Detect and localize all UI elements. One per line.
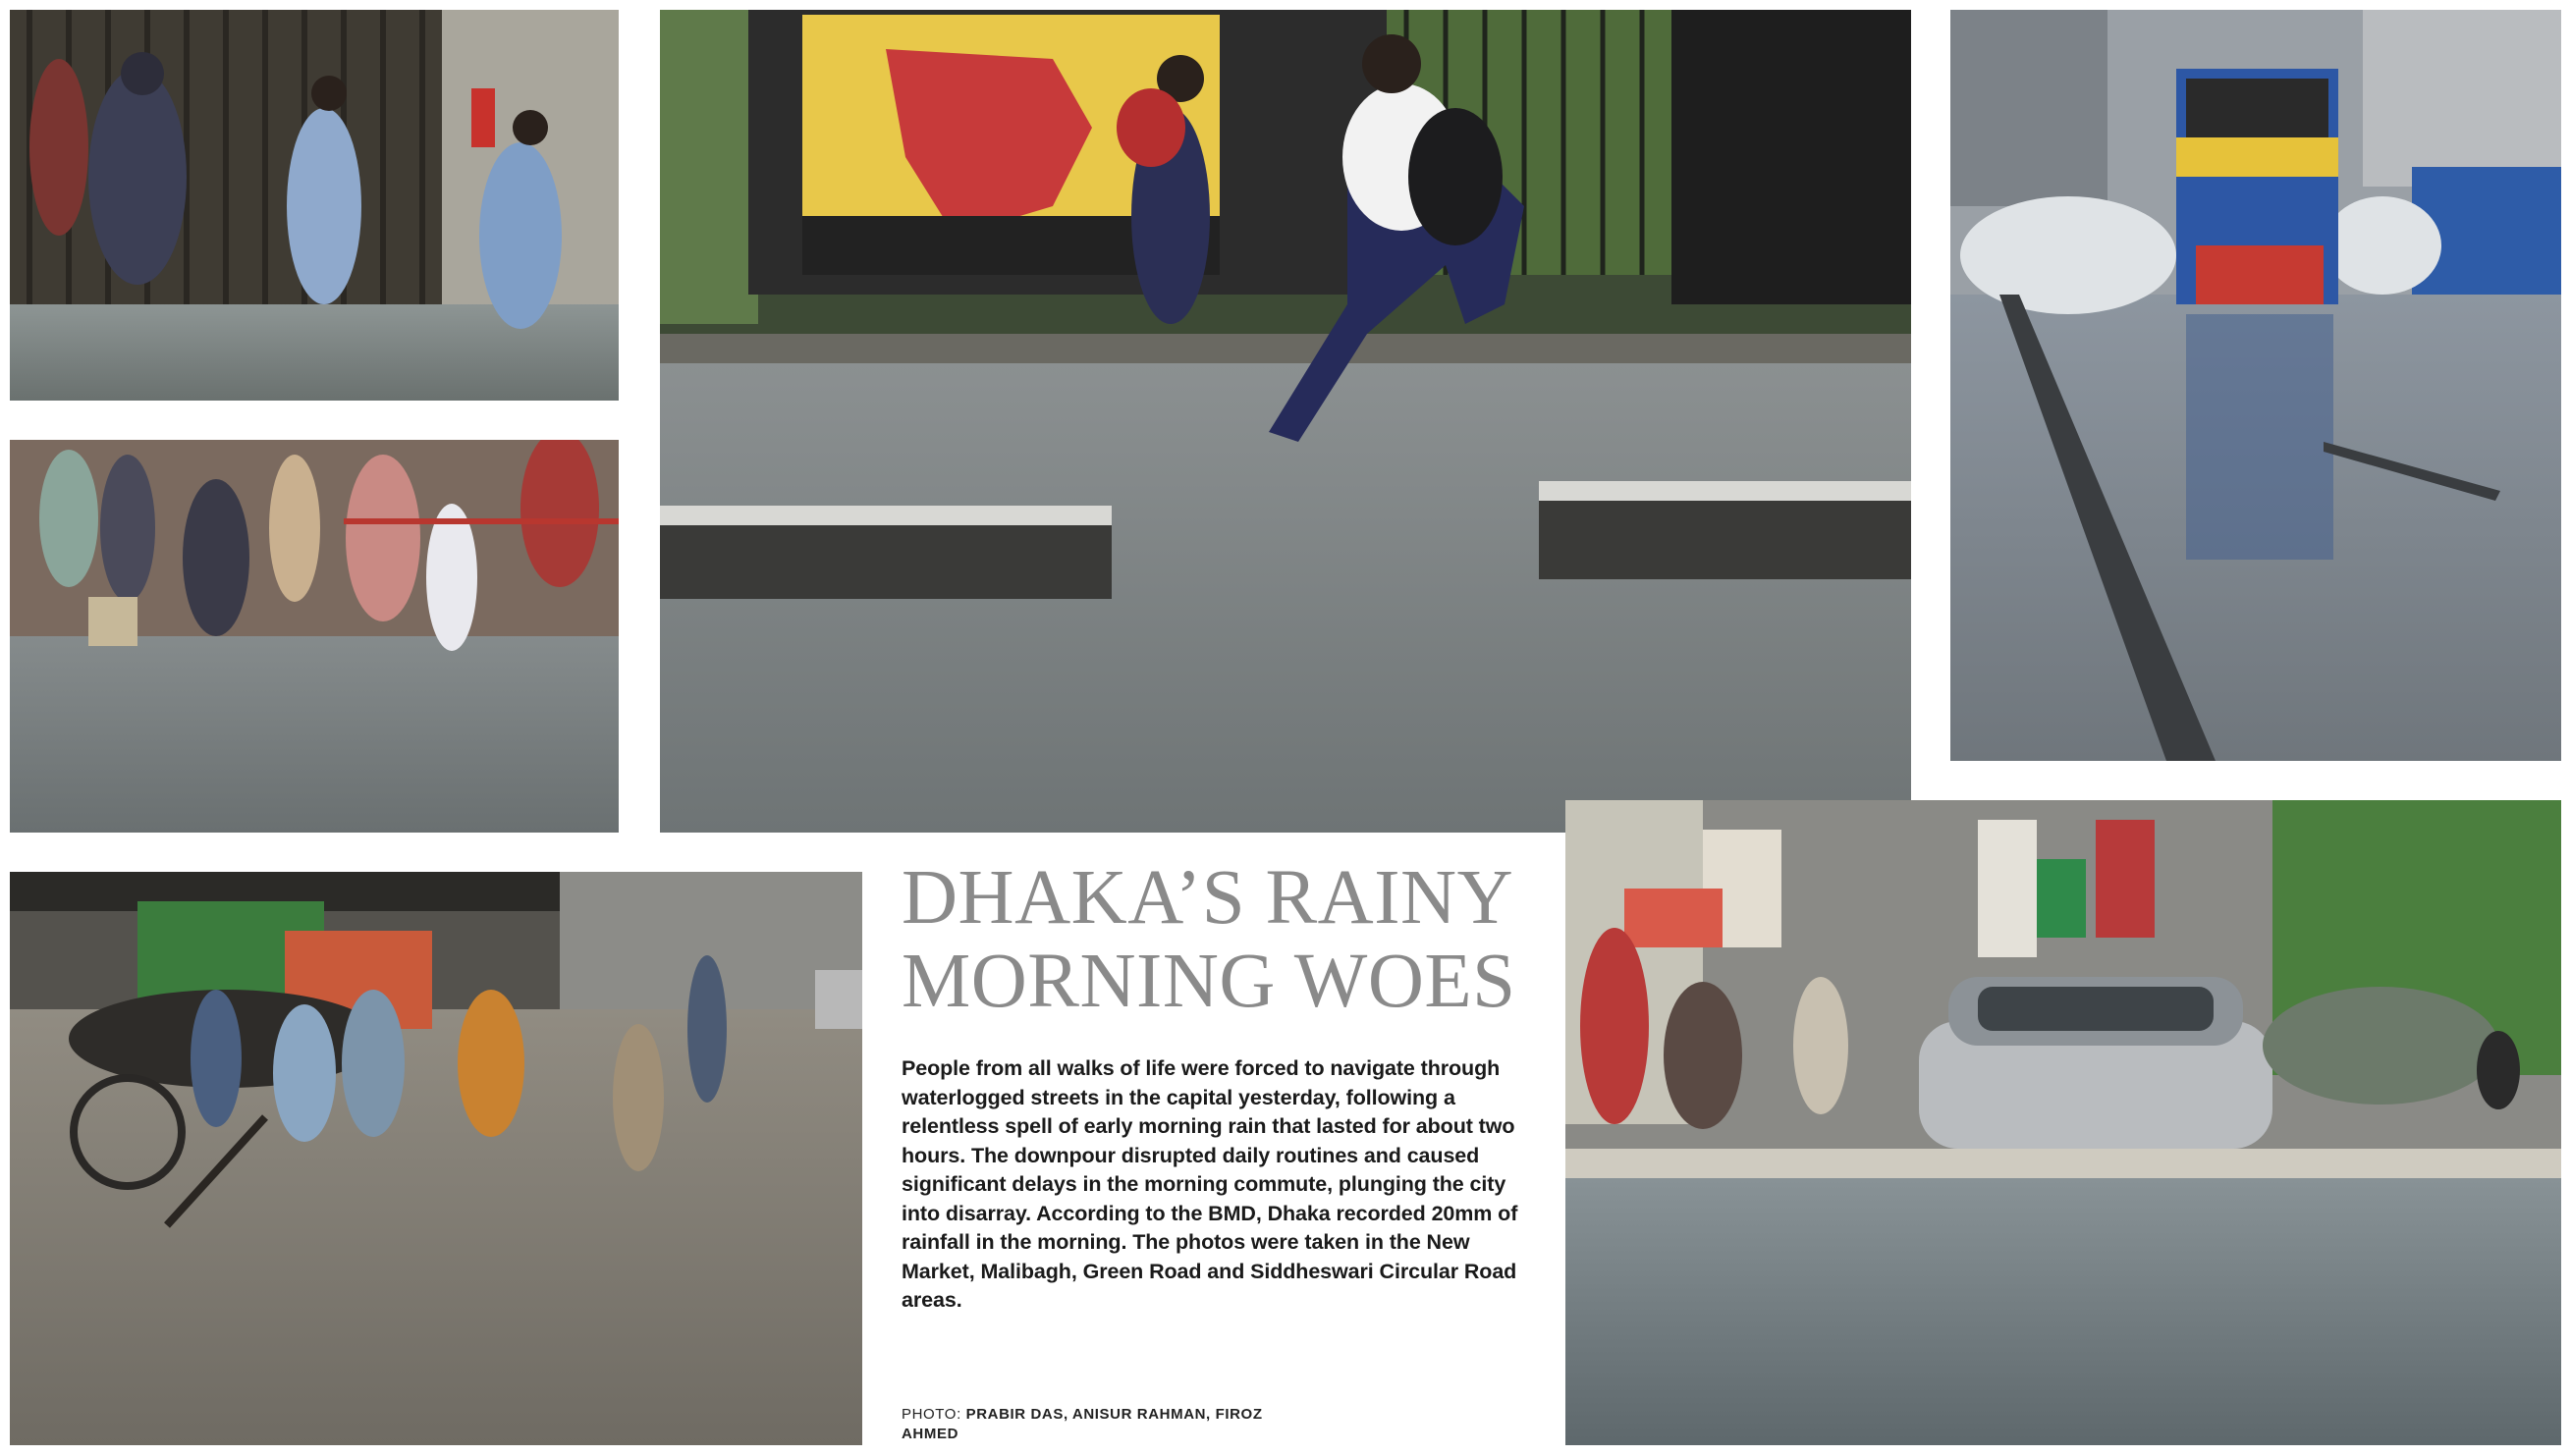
- photo-train-flood: [1950, 10, 2561, 761]
- photo-crowd-wading: [10, 440, 619, 833]
- photo-credit-label: PHOTO:: [902, 1406, 966, 1423]
- photo-rickshaw-van: [10, 872, 862, 1445]
- photo-credit: [902, 1405, 1314, 1444]
- headline-line-1: DHAKA’S RAINY: [902, 855, 1514, 941]
- photo-boy-jumping: [660, 10, 1911, 833]
- headline: [902, 856, 1550, 1023]
- photo-students-gate: [10, 10, 619, 401]
- photo-credit-names: PRABIR DAS, ANISUR RAHMAN, FIROZ AHMED: [902, 1406, 1263, 1442]
- article-body: People from all walks of life were forced to navigate through waterlogged streets in the capital yesterday, following a relentless spell of early morning rain that lasted for about two hours. The downpour disrupted daily routines and caused significant delays in the morning commute, plunging the city into disarray. According to the BMD, Dhaka recorded 20mm of rainfall in the morning. The photos were taken in the New Market, Malibagh, Green Road and Siddheswari Circular Road areas.: [902, 1056, 1518, 1312]
- photo-car-flood: [1565, 800, 2561, 1445]
- headline-line-2: MORNING WOES: [902, 939, 1516, 1024]
